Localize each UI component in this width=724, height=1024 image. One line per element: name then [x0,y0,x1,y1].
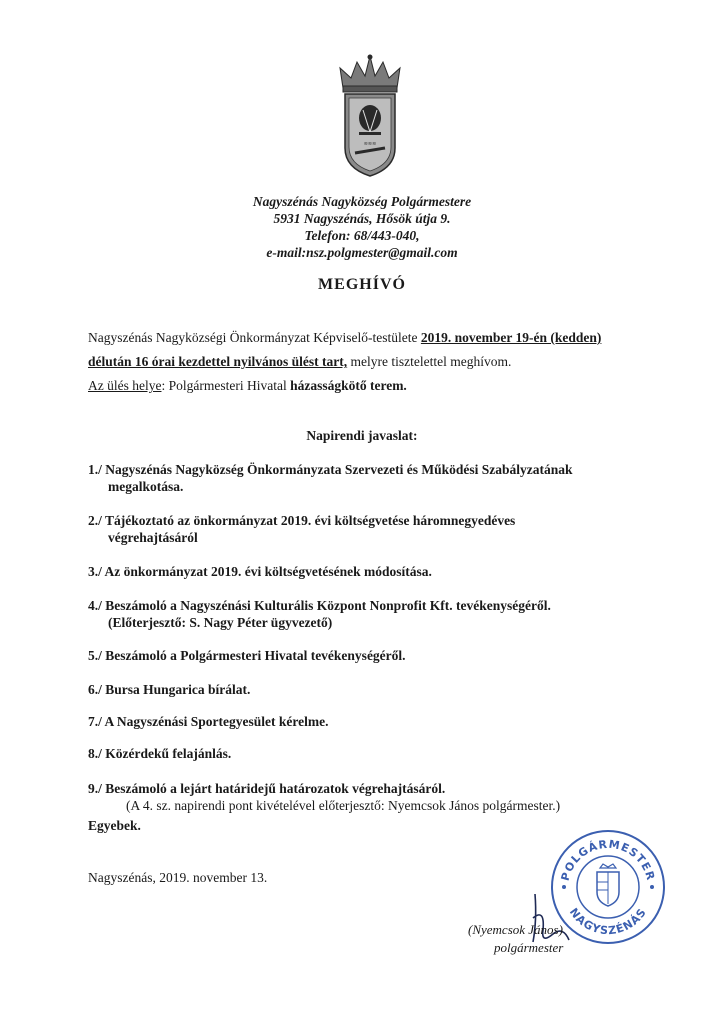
stamp-bottom-text: NAGYSZÉNÁS [566,905,650,938]
agenda-item-1-cont: megalkotása. [108,479,184,494]
coat-of-arms-icon [335,50,405,180]
agenda-note: (A 4. sz. napirendi pont kivételével előterjesztő: Nyemcsok János polgármester.) [126,798,561,813]
place-and-date: Nagyszénás, 2019. november 13. [88,870,268,885]
stamp-top-text: POLGÁRMESTER [558,837,658,883]
agenda-item-3: 3./ Az önkormányzat 2019. évi költségvetésének módosítása. [88,564,432,579]
agenda-item-7: 7./ A Nagyszénási Sportegyesület kérelme. [88,714,329,729]
agenda-item-2: 2./ Tájékoztató az önkormányzat 2019. évi költségvetése háromnegyedéves [88,513,516,528]
invitation-text: melyre tisztelettel meghívom. [347,354,512,369]
document-title: MEGHÍVÓ [318,276,406,293]
sender-address: 5931 Nagyszénás, Hősök útja 9. [273,211,451,226]
sender-name: Nagyszénás Nagyközség Polgármestere [252,194,472,209]
sender-email: e-mail:nsz.polgmester@gmail.com [266,245,458,260]
agenda-item-4: 4./ Beszámoló a Nagyszénási Kulturális Központ Nonprofit Kft. tevékenységéről. [88,598,551,613]
agenda-item-5: 5./ Beszámoló a Polgármesteri Hivatal tevékenységéről. [88,648,406,663]
meeting-time: délután 16 órai kezdettel nyilvános ülést tart, [88,354,348,369]
agenda-item-8: 8./ Közérdekű felajánlás. [88,746,232,761]
agenda-item-4-cont: (Előterjesztő: S. Nagy Péter ügyvezető) [108,615,333,630]
agenda-item-6: 6./ Bursa Hungarica bírálat. [88,682,251,697]
intro-line-3 [88,378,407,394]
agenda-item-9: 9./ Beszámoló a lejárt határidejű határozatok végrehajtásáról. [88,781,446,796]
meeting-date: 2019. november 19-én (kedden) [420,330,602,345]
sender-phone: Telefon: 68/443-040, [304,228,420,243]
agenda-heading: Napirendi javaslat: [306,428,418,443]
agenda-other: Egyebek. [88,818,141,833]
intro-line-2 [88,354,511,370]
signer-name: (Nyemcsok János) [468,922,563,937]
agenda-item-2-cont: végrehajtásáról [108,530,198,545]
intro-line-1 [88,330,601,346]
venue-room: házasságkötő terem. [290,378,407,393]
venue-text: : Polgármesteri Hivatal [161,378,291,393]
agenda-item-1: 1./ Nagyszénás Nagyközség Önkormányzata Szervezeti és Működési Szabályzatának [88,462,573,477]
svg-text:≋≋≋: ≋≋≋ [363,141,377,147]
intro-text: Nagyszénás Nagyközségi Önkormányzat Képviselő-testülete [88,330,421,345]
venue-label: Az ülés helye [88,378,162,393]
signer-role: polgármester [494,940,564,955]
